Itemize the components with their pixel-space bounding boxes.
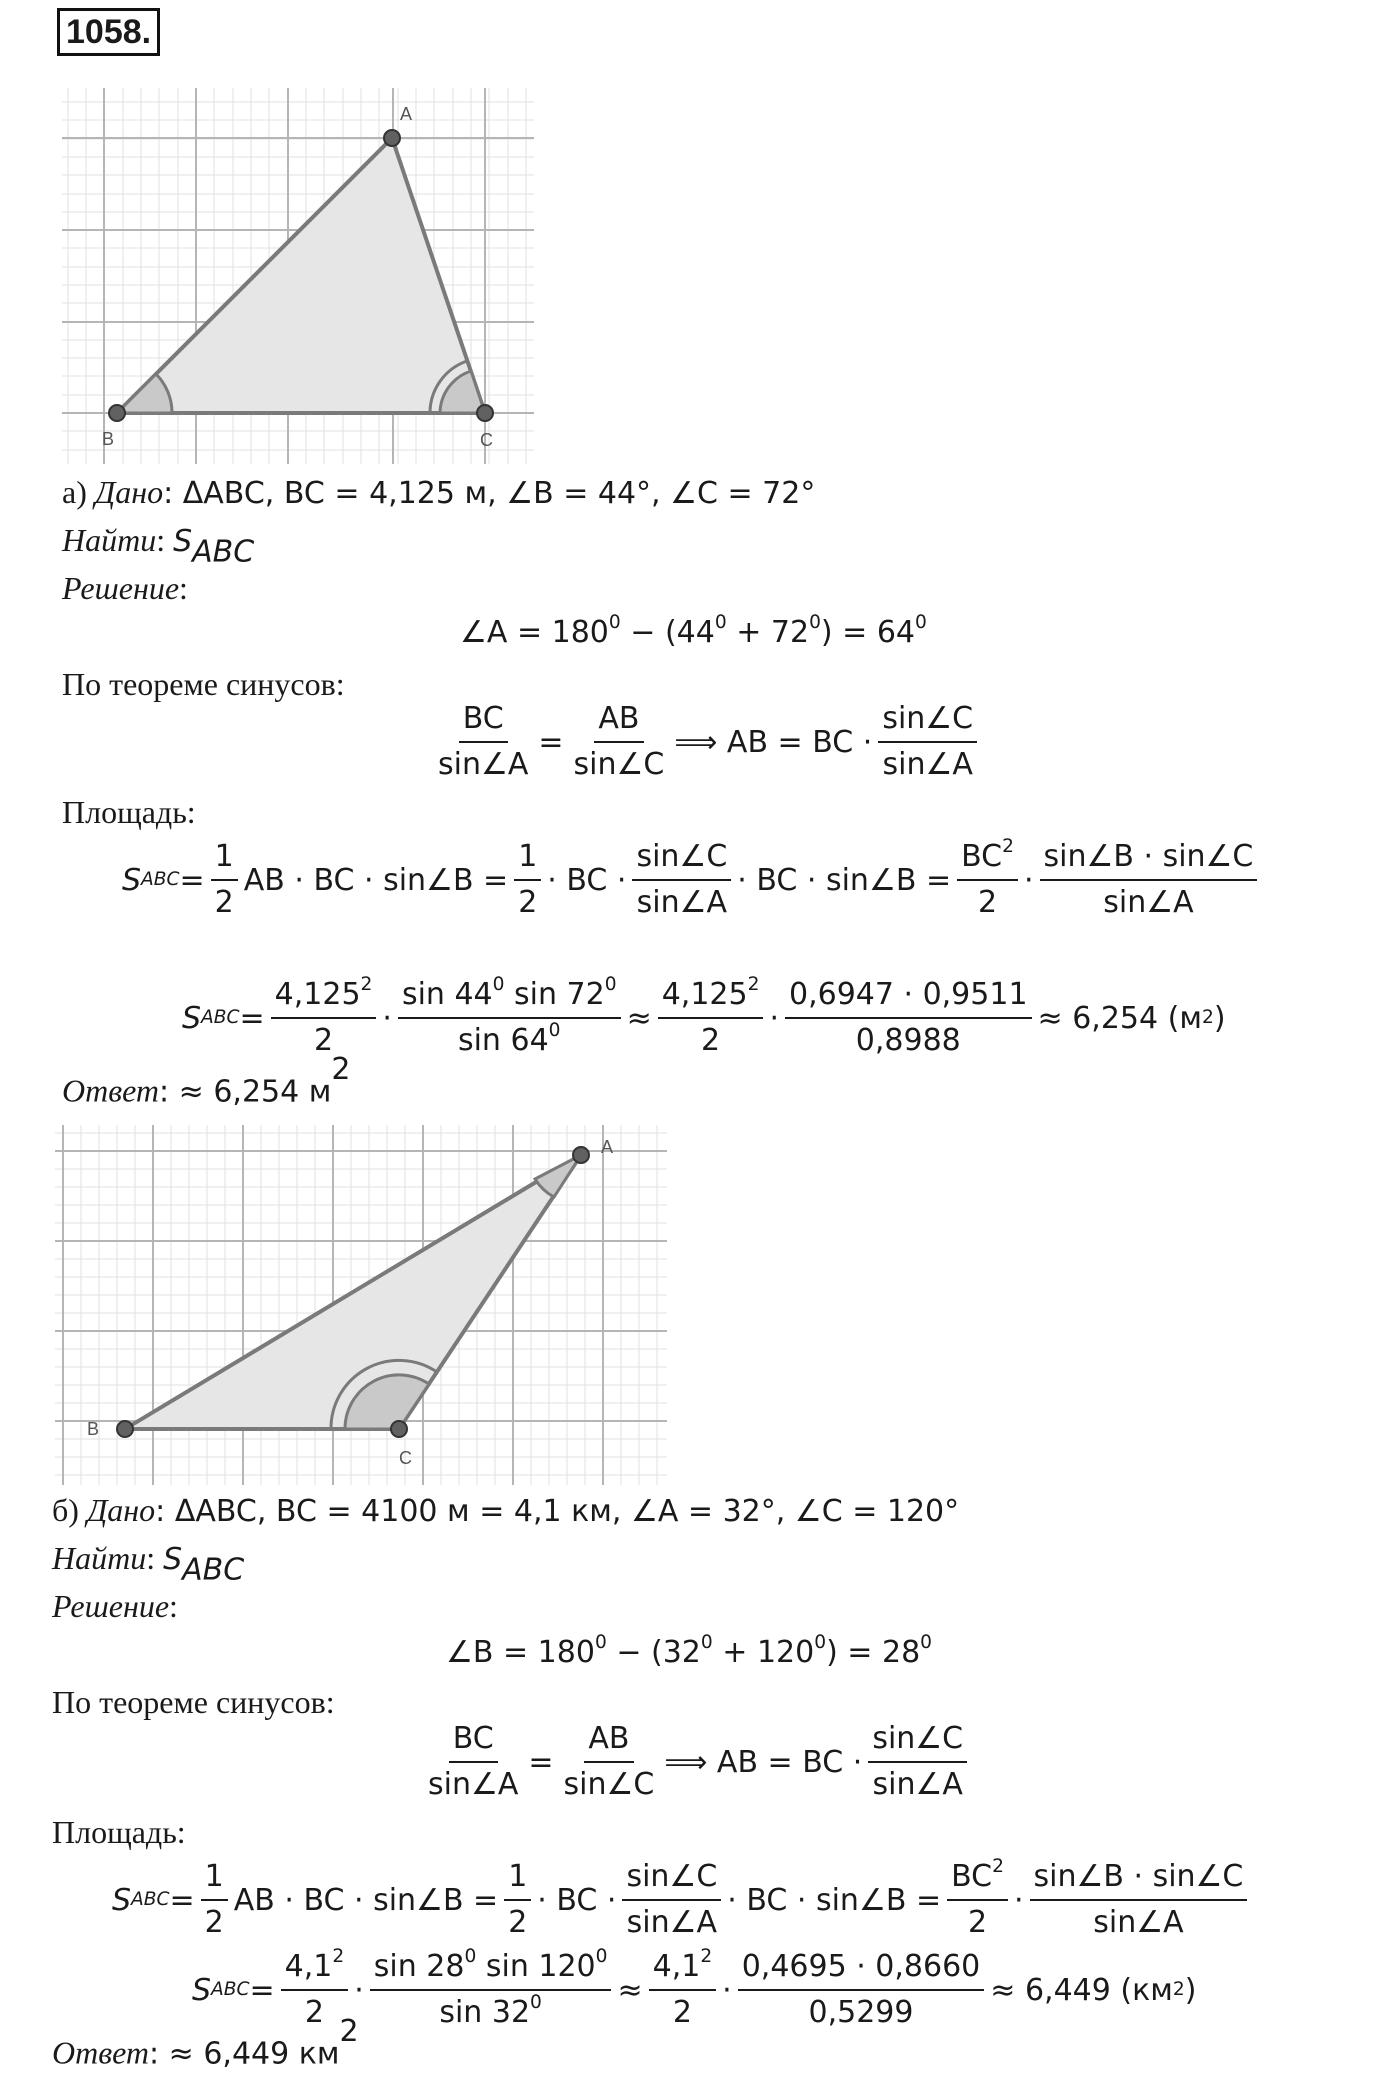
solution-b: Решение: — [52, 1588, 178, 1624]
vertex-label-b: B — [87, 1419, 100, 1439]
area-label-b: Площадь: — [52, 1814, 186, 1850]
problem-number: 1058. — [57, 8, 160, 56]
answer-a: Ответ: ≈ 6,254 $м^2$ — [62, 1052, 351, 1110]
angle-equation-a: ∠A = $180^0 - (44^0 + 72^0) = 64^0$ — [460, 612, 927, 650]
sine-ratio-b: $\frac{BC}{\sin\angle A}$ = $\frac{AB}{\sin\angle C}$ ⟹ AB = BC · $\frac{\sin\angle C}{\sin\angle A}$ — [418, 1720, 973, 1804]
area-formula-b: S ABC = $\frac{1}{2}$ AB · BC · sin∠B = $\frac{1}{2}$ · BC · $\frac{\sin\angle C}{\sin\angle A}$ · BC · sin∠B = $\frac{BC^2}{2}$ · $\frac{\sin\angle B \cdot \sin\angle C}{\sin\angle A}$ — [112, 1858, 1253, 1942]
answer-b: Ответ: ≈ 6,449 $км^2$ — [52, 2014, 359, 2072]
triangle-figure-a — [62, 88, 534, 464]
sine-theorem-a: По теореме синусов: — [62, 666, 345, 702]
vertex-label-c: C — [480, 430, 493, 450]
sine-theorem-b: По теореме синусов: — [52, 1684, 335, 1720]
solution-a: Решение: — [62, 570, 188, 606]
vertex-label-a: A — [601, 1137, 614, 1157]
given-a: а) Дано: ΔABC, BC = 4,125 м, ∠B = 44°, ∠C = 72° — [62, 474, 816, 511]
vertex-label-a: A — [400, 104, 413, 124]
triangle-figure-b — [55, 1125, 667, 1485]
angle-equation-b: ∠B = $180^0 - (32^0 + 120^0) = 28^0$ — [446, 1632, 932, 1670]
given-b: б) Дано: ΔABC, BC = 4100 м = 4,1 км, ∠A = 32°, ∠C = 120° — [52, 1492, 960, 1529]
vertex-label-c: C — [399, 1448, 412, 1468]
area-calculation-b: S ABC = $\frac{4,1^2}{2}$ · $\frac{\sin 28^0 \sin 120^0}{\sin 32^0}$ ≈ $\frac{4,1^2}{2}$ · $\frac{0,4695 \cdot 0,8660}{0,5299}$ ≈ 6,449 (км 2 ) — [192, 1946, 1197, 2030]
area-formula-a: S ABC = $\frac{1}{2}$ AB · BC · sin∠B = $\frac{1}{2}$ · BC · $\frac{\sin\angle C}{\sin\angle A}$ · BC · sin∠B = $\frac{BC^2}{2}$ · $\frac{\sin\angle B \cdot \sin\angle C}{\sin\angle A}$ — [122, 838, 1263, 922]
vertex-label-b: B — [102, 429, 115, 449]
find-b: Найти: $S_{ABC}$ — [52, 1540, 245, 1588]
sine-ratio-a: $\frac{BC}{\sin\angle A}$ = $\frac{AB}{\sin\angle C}$ ⟹ AB = BC · $\frac{\sin\angle C}{\sin\angle A}$ — [428, 700, 983, 784]
area-label-a: Площадь: — [62, 794, 196, 830]
find-a: Найти: $S_{ABC}$ — [62, 522, 255, 570]
area-calculation-a: S ABC = $\frac{4,125^2}{2}$ · $\frac{\sin 44^0 \sin 72^0}{\sin 64^0}$ ≈ $\frac{4,125^2}{2}$ · $\frac{0,6947 \cdot 0,9511}{0,8988}$ ≈ 6,254 (м 2 ) — [182, 974, 1226, 1058]
